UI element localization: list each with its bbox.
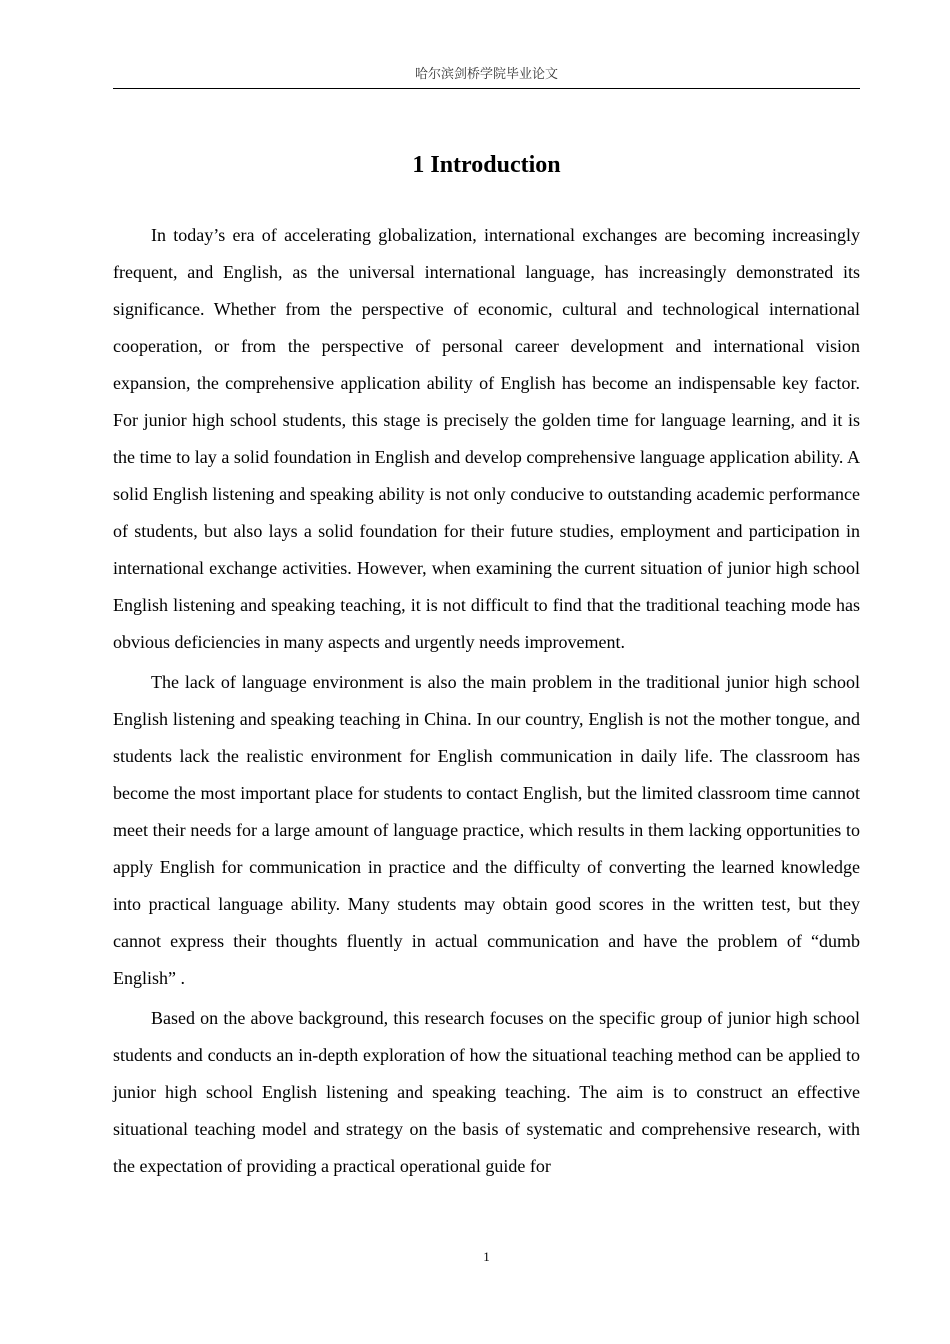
header-divider (113, 88, 860, 89)
paragraph-1: In today’s era of accelerating globalization, international exchanges are becoming increasingly frequent, and English, as the universal international language, has increasingly demonstrated its significance. Whether from the perspective of economic, cultural and technological international cooperation, or from the perspective of personal career development and international vision expansion, the comprehensive application ability of English has become an indispensable key factor. For junior high school students, this stage is precisely the golden time for language learning, and it is the time to lay a solid foundation in English and develop comprehensive language application ability. A solid English listening and speaking ability is not only conducive to outstanding academic performance of students, but also lays a solid foundation for their future studies, employment and participation in international exchange activities. However, when examining the current situation of junior high school English listening and speaking teaching, it is not difficult to find that the traditional teaching mode has obvious deficiencies in many aspects and urgently needs improvement. (113, 225, 860, 652)
paragraph-2: The lack of language environment is also the main problem in the traditional junior high school English listening and speaking teaching in China. In our country, English is not the mother tongue, and students lack the realistic environment for English communication in daily life. The classroom has become the most important place for students to contact English, but the limited classroom time cannot meet their needs for a large amount of language practice, which results in them lacking opportunities to apply English for communication in practice and the difficulty of converting the learned knowledge into practical language ability. Many students may obtain good scores in the written test, but they cannot express their thoughts fluently in actual communication and have the problem of “dumb English” . (113, 672, 860, 988)
running-header: 哈尔滨剑桥学院毕业论文 (414, 67, 558, 82)
body-text (113, 217, 860, 1188)
page-number: 1 (483, 1249, 490, 1264)
paragraph-3: Based on the above background, this research focuses on the specific group of junior high school students and conducts an in-depth exploration of how the situational teaching method can be applied to junior high school English listening and speaking teaching. The aim is to construct an effective situational teaching model and strategy on the basis of systematic and comprehensive research, with the expectation of providing a practical operational guide for (113, 1008, 860, 1176)
chapter-title: 1 Introduction (412, 152, 561, 178)
